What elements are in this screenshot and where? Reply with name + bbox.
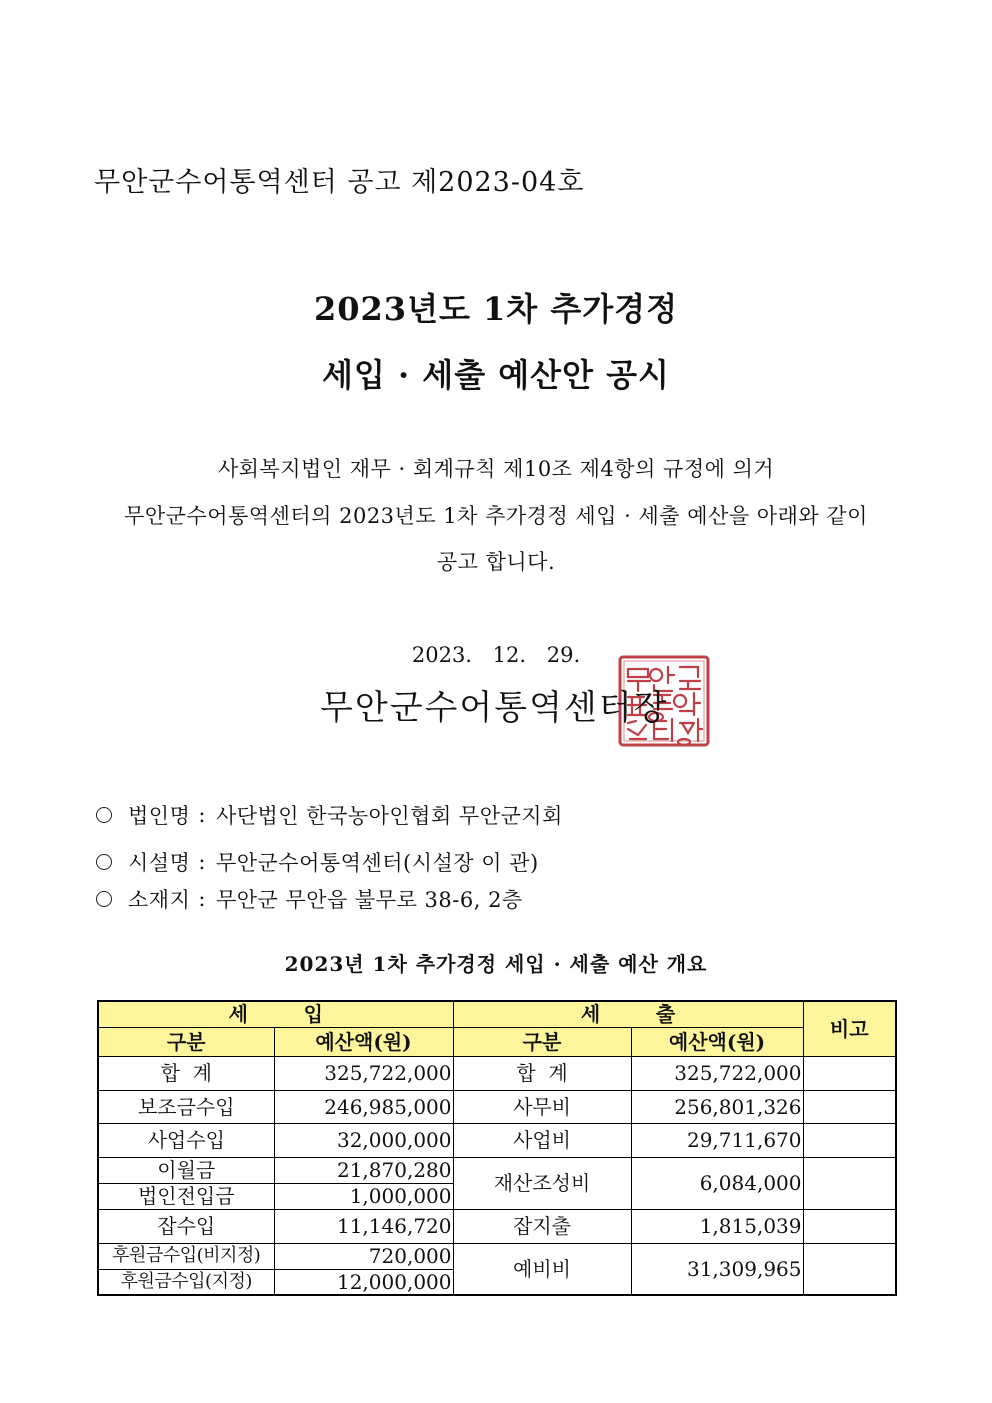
info-label: 법인명	[128, 804, 191, 828]
remarks-cell	[803, 1157, 896, 1209]
expense-category: 사업비	[453, 1123, 631, 1157]
expense-amount: 325,722,000	[631, 1056, 803, 1090]
revenue-category-header: 구분	[98, 1027, 274, 1056]
revenue-amount: 12,000,000	[274, 1269, 453, 1295]
revenue-amount: 720,000	[274, 1243, 453, 1269]
expense-category: 합 계	[453, 1056, 631, 1090]
table-row	[98, 1056, 896, 1090]
revenue-amount: 1,000,000	[274, 1183, 453, 1209]
revenue-category: 후원금수입(비지정)	[98, 1243, 274, 1269]
expense-category: 사무비	[453, 1090, 631, 1123]
info-value: 무안군수어통역센터(시설장 이 관)	[215, 851, 539, 875]
table-row	[98, 1123, 896, 1157]
revenue-category: 후원금수입(지정)	[98, 1269, 274, 1295]
expense-category-header: 구분	[453, 1027, 631, 1056]
expense-header: 세 출	[453, 1001, 803, 1027]
info-colon: :	[198, 803, 206, 827]
remarks-header: 비고	[803, 1001, 896, 1056]
expense-category: 재산조성비	[453, 1157, 631, 1209]
remarks-cell	[803, 1209, 896, 1243]
revenue-category: 이월금	[98, 1157, 274, 1183]
circle-bullet-icon	[96, 854, 112, 870]
table-title: 2023년 1차 추가경정 세입 · 세출 예산 개요	[284, 952, 708, 976]
body-text-line1: 사회복지법인 재무 · 회계규칙 제10조 제4항의 규정에 의거	[217, 457, 775, 481]
table-row	[98, 1090, 896, 1123]
body-text-line3: 공고 합니다.	[436, 550, 556, 574]
expense-amount: 31,309,965	[631, 1243, 803, 1295]
info-value: 무안군 무안읍 불무로 38-6, 2층	[215, 888, 523, 912]
remarks-cell	[803, 1123, 896, 1157]
revenue-header: 세 입	[98, 1001, 453, 1027]
circle-bullet-icon	[96, 807, 112, 823]
table-row	[98, 1209, 896, 1243]
info-label: 소재지	[128, 888, 191, 912]
revenue-amount: 21,870,280	[274, 1157, 453, 1183]
revenue-category: 보조금수입	[98, 1090, 274, 1123]
revenue-amount: 246,985,000	[274, 1090, 453, 1123]
info-facility	[94, 847, 539, 877]
budget-summary-table	[97, 1000, 897, 1296]
revenue-amount: 32,000,000	[274, 1123, 453, 1157]
expense-amount-header: 예산액(원)	[631, 1027, 803, 1056]
expense-category: 예비비	[453, 1243, 631, 1295]
expense-amount: 256,801,326	[631, 1090, 803, 1123]
expense-amount: 1,815,039	[631, 1209, 803, 1243]
expense-amount: 6,084,000	[631, 1157, 803, 1209]
expense-category: 잡지출	[453, 1209, 631, 1243]
signer-name: 무안군수어통역센터장	[320, 688, 669, 728]
revenue-amount: 11,146,720	[274, 1209, 453, 1243]
remarks-cell	[803, 1056, 896, 1090]
info-corporation	[94, 800, 563, 830]
info-colon: :	[198, 887, 206, 911]
table-row	[98, 1243, 896, 1269]
info-address	[94, 884, 523, 914]
body-text-line2: 무안군수어통역센터의 2023년도 1차 추가경정 세입 · 세출 예산을 아래와 같이	[124, 504, 868, 528]
page-title-line1: 2023년도 1차 추가경정	[314, 290, 678, 328]
expense-amount: 29,711,670	[631, 1123, 803, 1157]
announcement-date: 2023. 12. 29.	[411, 643, 581, 667]
info-label: 시설명	[128, 851, 191, 875]
revenue-category: 법인전입금	[98, 1183, 274, 1209]
revenue-category: 사업수입	[98, 1123, 274, 1157]
info-value: 사단법인 한국농아인협회 무안군지회	[215, 804, 563, 828]
revenue-amount: 325,722,000	[274, 1056, 453, 1090]
remarks-cell	[803, 1090, 896, 1123]
circle-bullet-icon	[96, 891, 112, 907]
revenue-category: 잡수입	[98, 1209, 274, 1243]
remarks-cell	[803, 1243, 896, 1295]
revenue-category: 합 계	[98, 1056, 274, 1090]
page-title-line2: 세입 · 세출 예산안 공시	[322, 356, 670, 394]
info-colon: :	[198, 850, 206, 874]
notice-number: 무안군수어통역센터 공고 제2023-04호	[94, 167, 585, 198]
revenue-amount-header: 예산액(원)	[274, 1027, 453, 1056]
table-row	[98, 1157, 896, 1183]
